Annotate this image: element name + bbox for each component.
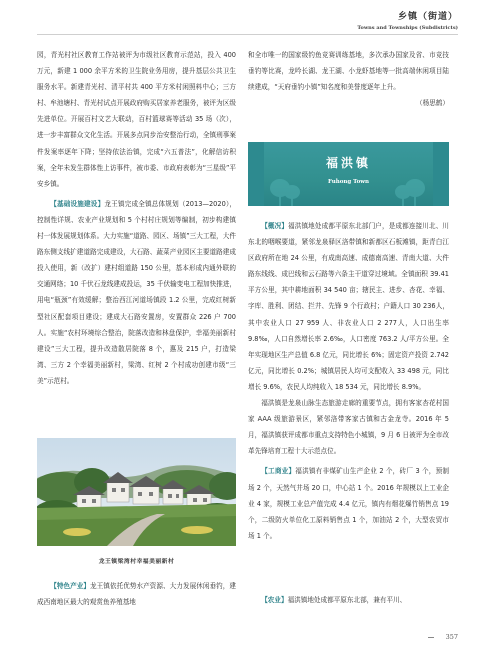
author-credit: （杨思鹤） [416,99,449,108]
town-subtitle: Fuhong Town [327,179,370,185]
header-rule [37,34,458,35]
construction-paragraph [37,196,236,389]
commerce-text: 福洪镇有非煤矿山生产企业 2 个，砖厂 3 个，预制场 2 个，天然气井场 20 口，中心站 1 个。2016 年规模以上工业企业 4 家，规模工业总产值完成 4.4 亿元，镇内有烟花爆竹销售点 19 个，二级防火单位化工原料销售点 1 个，加油站 2 个，大型农贸市场 1 个。 [248,467,449,540]
agriculture-text: 福洪镇地处成都平原东北部，兼有平川、 [287,596,407,604]
right-column-top [248,47,449,111]
right-column-bottom [248,592,449,608]
commerce-paragraph [248,463,449,543]
village-photo [37,438,236,546]
commerce-tag: 【工商业】 [261,467,296,476]
left-column-top [37,47,236,389]
village-photo-illustration [37,438,236,546]
banner-panel [264,142,433,206]
construction-tag: 【基础设施建设】 [50,199,105,208]
special-industry-text: 龙王镇依托优势水产资源、大力发展休闲垂钓，建成西南地区最大的观赏鱼养殖基地 [37,582,237,607]
agriculture-paragraph [248,592,449,608]
left-paragraph-continued: 园，青光村社区教育工作站被评为市级社区教育示范站，投入 400 万元，新建 1 000 余平方米的卫生院业务用房，提升基层公共卫生服务水平。新建青光村、清平村共 400 平方米村闲照料中心；三方村、牟池塘村、青光村试点开展政府购买居家养老服务，被评为区级先进单位。开展百村文艺大联动，百村篮球赛等活动 35 场（次），进一步丰富群众文化生活。开展多点同步治安整治行动，全镇刑事案件发案率逐年下降；坚持依法治镇，完成“六五普法”，化解信访积案，全年未发生群体性上访事件，被市委、市政府表彰为“三星级”平安乡镇。 [37,51,236,188]
page-number: 357 [445,633,458,641]
header-section-subtitle: Towns and Townships (Subdistricts) [357,25,458,31]
town-title: 福洪镇 [325,156,371,170]
town-banner [248,142,449,206]
overview-paragraph-2: 福洪镇是龙泉山脉生态旅游走廊的重要节点，拥有客家杏花村国家 AAA 级旅游景区，紧邻洛带客家古镇和古金龙寺。2016 年 5 月，福洪镇获评成都市重点支持特色小城镇，9 月 6 日被评为全市改革先锋培育工程十大示范点位。 [248,399,449,456]
photo-caption: 龙王镇梁湾村幸福美丽新村 [98,559,175,565]
left-column-bottom [37,578,236,610]
special-industry-paragraph [37,578,236,610]
right-column-main [248,218,449,544]
header-section-title: 乡镇（街道） [397,12,458,22]
construction-text: 龙王镇完成全镇总体规划（2013—2020），控制性详规、农业产业规划和 5 个村村庄规划等编制，初步构建镇村一体发展规划体系。大力实施“道路、园区、场镇”三大工程，大件路东侧支线扩建道路完成建设，大石路、蔬菜产业园区主要道路建成投入使用，新（改扩）建村组道路 150 公里，基本形成内通外联的交通网络；10 千伏石龙线建成投运，35 千伏输变电工程加快推进，用电“瓶颈”有效缓解；整治西江河道场镇段 1.2 公里，完成红树新型社区配套项目建设；建成大石路安置房，安置群众 226 户 700 人。实施“农村环境综合整治，院落改造和林盘保护，幸福美丽新村建设”三大工程，提升改造散居院落 8 个，惠及 215 户，打造梁湾、三方 2 个幸福美丽新村，梁湾、红树 2 个村成功创建市级“三美”示范村。 [37,199,237,385]
overview-tag: 【概况】 [261,222,289,230]
overview-text: 福洪镇地处成都平原东北部门户，是成都连接川北、川东北的咽喉要道，紧邻龙泉驿区洛带镇和新都区石板滩镇，距青白江区政府所在地 24 公里，有成南高速、成德南高速、青南大道、大件路东线线、成巴线和云石路等六条主干道穿过境域。全镇面积 39.41 平方公里，其中耕地面积 34 540 亩；辖民主、进步、杏花、幸福、字库、胜利、团结、拦井、先锋 9 个行政村；户籍人口 30 236人，其中农业人口 27 959 人、非农业人口 2 277人，人口出生率 9.8‰，人口自然增长率 2.6‰，人口密度 763.2 人/平方公里。全年实现地区生产总值 6.8 亿元，同比增长 6%；固定资产投资 2.742 亿元，同比增长 0.2%；城镇居民人均可支配收入 33 498 元，同比增长 9.6%，农民人均纯收入 18 534 元，同比增长 8.9%。 [248,222,450,391]
overview-paragraph [248,218,449,395]
right-paragraph-continued: 和全市唯一的国家级钓鱼竞赛训练基地，多次承办国家及省、市竞技垂钓等比赛，龙吟长湖、龙王湖、小龙虾基地等一批高端休闲项目陆续建成，“天府垂钓小镇”知名度和美誉度逐年上升。 [248,51,449,92]
page-number-rule [428,637,434,638]
special-industry-tag: 【特色产业】 [50,582,91,590]
agriculture-tag: 【农业】 [261,596,288,604]
